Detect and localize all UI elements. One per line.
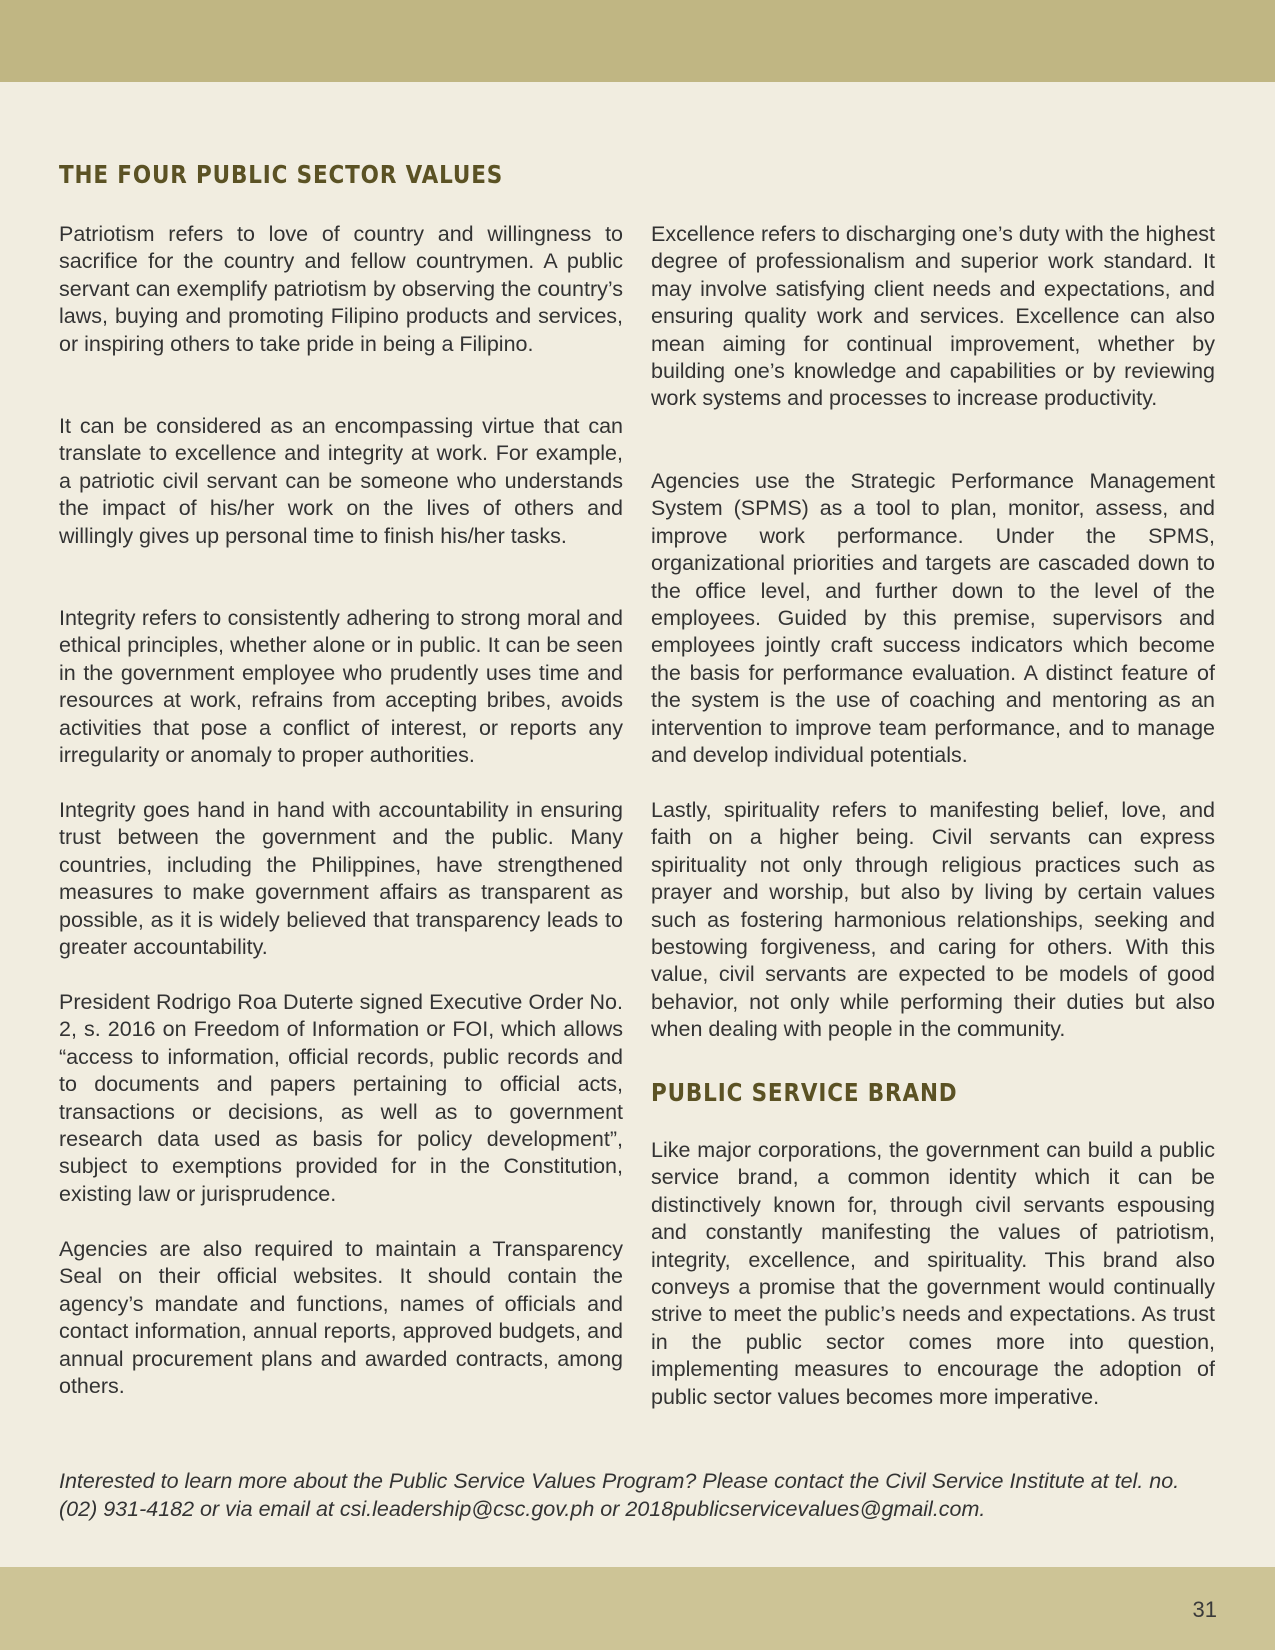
paragraph-excellence: Excellence refers to discharging one’s duty with the highest degree of professionalism and superior work standard. It may involve satisfying client needs and expectations, and ensuring quality work and services. Excellence can also mean aiming for continual improvement, whether by building one’s knowledge and capabilities or by reviewing work systems and processes to increase productivity.: [651, 222, 1215, 411]
page-number: 31: [1192, 1597, 1217, 1622]
footer-band: [0, 1567, 1275, 1650]
paragraph-patriotism: Patriotism refers to love of country and willingness to sacrifice for the country and fellow countrymen. A public servant can exemplify patriotism by observing the country’s laws, buying and promoting Filipino products and services, or inspiring others to take pride in being a Filipino.: [59, 222, 623, 356]
paragraph-spms: Agencies use the Strategic Performance Management System (SPMS) as a tool to plan, monitor, assess, and improve work performance. Under the SPMS, organizational priorities and targets are cascaded down to the office level, and further down to the level of the employees. Guided by this premise, supervisors and employees jointly craft success indicators which become the basis for performance evaluation. A distinct feature of the system is the use of coaching and mentoring as an intervention to improve team performance, and to manage and develop individual potentials.: [651, 469, 1215, 768]
section-heading-brand: PUBLIC SERVICE BRAND: [651, 1078, 958, 1107]
paragraph-transparency-seal: Agencies are also required to maintain a Transparency Seal on their official websites. It should contain the agency’s mandate and functions, names of officials and contact information, annual reports, approved budgets, and annual procurement plans and awarded contracts, among others.: [59, 1237, 623, 1399]
paragraph-integrity: Integrity refers to consistently adhering to strong moral and ethical principles, whether alone or in public. It can be seen in the government employee who prudently uses time and resources at work, refrains from accepting bribes, avoids activities that pose a conflict of interest, or reports any irregularity or anomaly to proper authorities.: [59, 606, 623, 768]
paragraph-spirituality: Lastly, spirituality refers to manifesting belief, love, and faith on a higher being. Civil servants can express spirituality not only through religious practices such as prayer and worship, but also by living by certain values such as fostering harmonious relationships, seeking and bestowing forgiveness, and caring for others. With this value, civil servants are expected to be models of good behavior, not only while performing their duties but also when dealing with people in the community.: [651, 798, 1215, 1042]
section-heading-values: THE FOUR PUBLIC SECTOR VALUES: [59, 160, 504, 189]
header-band: [0, 0, 1275, 82]
paragraph-patriotism-virtue: It can be considered as an encompassing virtue that can translate to excellence and integrity at work. For example, a patriotic civil servant can be someone who understands the impact of his/her work on the lives of others and willingly gives up personal time to finish his/her tasks.: [59, 414, 623, 548]
contact-note: Interested to learn more about the Public Service Values Program? Please contact the Civil Service Institute at tel. no. (02) 931-4182 or via email at csi.leadership@csc.gov.ph or 2018publicservicevalues@gmail.com.: [59, 1469, 1180, 1521]
paragraph-accountability: Integrity goes hand in hand with accountability in ensuring trust between the government and the public. Many countries, including the Philippines, have strengthened measures to make government affairs as transparent as possible, as it is widely believed that transparency leads to greater accountability.: [59, 798, 623, 960]
paragraph-foi: President Rodrigo Roa Duterte signed Executive Order No. 2, s. 2016 on Freedom of Information or FOI, which allows “access to information, official records, public records and to documents and papers pertaining to official acts, transactions or decisions, as well as to government research data used as basis for policy development”, subject to exemptions provided for in the Constitution, existing law or jurisprudence.: [59, 990, 623, 1206]
paragraph-public-service-brand: Like major corporations, the government can build a public service brand, a common identity which it can be distinctively known for, through civil servants espousing and constantly manifesting the values of patriotism, integrity, excellence, and spirituality. This brand also conveys a promise that the government would continually strive to meet the public’s needs and expectations. As trust in the public sector comes more into question, implementing measures to encourage the adoption of public sector values becomes more imperative.: [651, 1138, 1215, 1409]
